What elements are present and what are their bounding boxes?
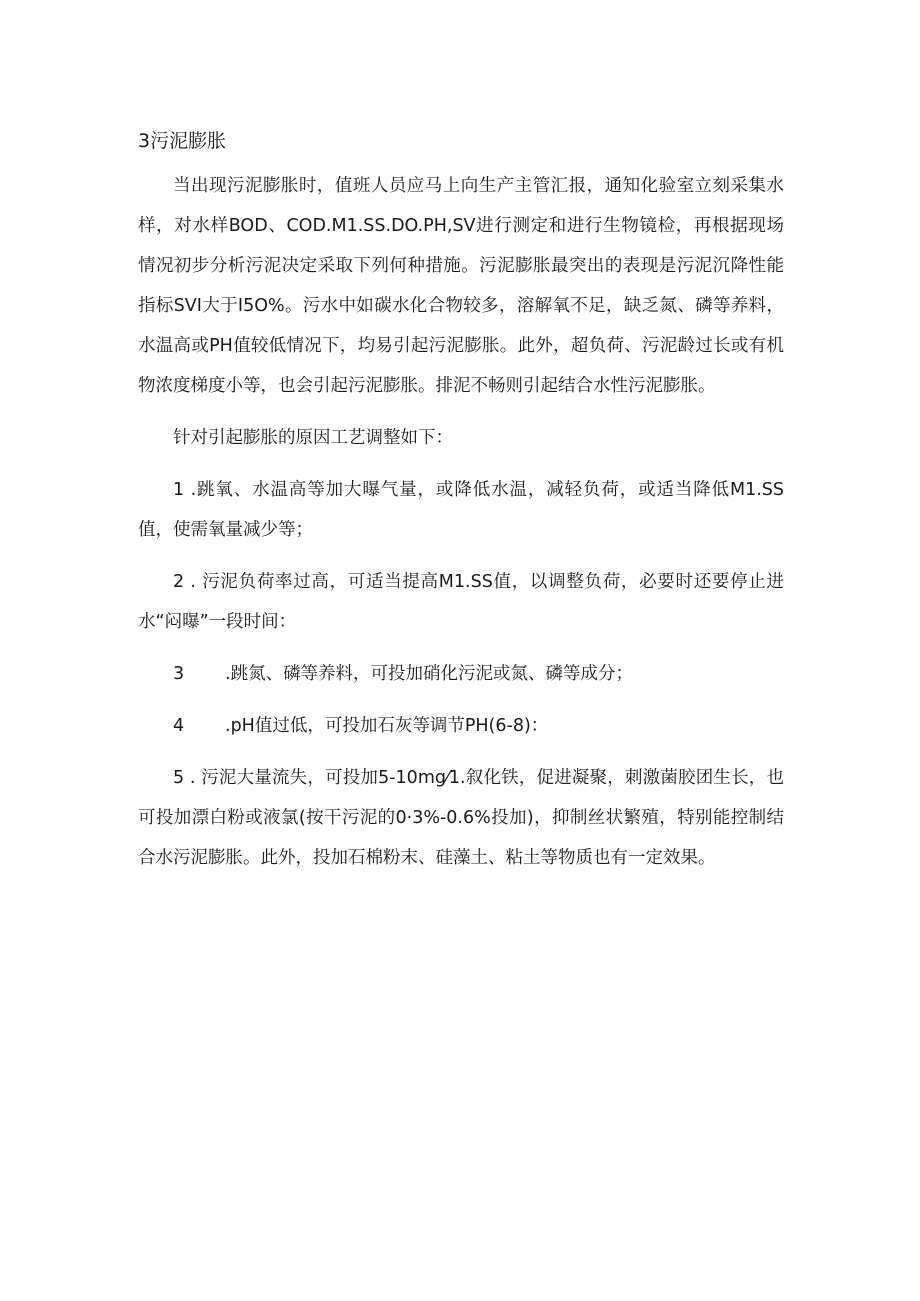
measure-number: 3 (173, 664, 185, 684)
measure-item-1 (138, 470, 784, 550)
measure-text: . 污泥大量流失，可投加5-10mg⁄1.叙化铁，促进凝聚，刺激菌胶团生长，也可投加漂白粉或液氯(按干污泥的0·3%-0.6%投加)，抑制丝状繁殖，特别能控制结合水污泥膨胀。此外，投加石棉粉末、硅藻土、粘土等物质也有一定效果。 (138, 768, 784, 868)
measure-text: .pH值过低，可投加石灰等调节PH(6-8)： (225, 716, 549, 736)
measure-text: .跳氧、水温高等加大曝气量，或降低水温，减轻负荷，或适当降低M1.SS值，使需氧量减少等； (138, 480, 784, 540)
measure-item-3 (138, 654, 784, 694)
measure-item-4 (138, 706, 784, 746)
measure-number: 1 (173, 480, 185, 500)
measure-text: . 污泥负荷率过高，可适当提高M1.SS值，以调整负荷，必要时还要停止进水“闷曝”一段时间： (138, 572, 784, 632)
section-heading: 3污泥膨胀 (138, 130, 227, 152)
measure-number: 2 (173, 572, 185, 592)
measure-number: 5 (173, 768, 185, 788)
measure-number: 4 (173, 716, 185, 736)
lead-paragraph: 针对引起膨胀的原因工艺调整如下： (173, 428, 453, 448)
intro-paragraph: 当出现污泥膨胀时，值班人员应马上向生产主管汇报，通知化验室立刻采集水样，对水样BOD、COD.M1.SS.DO.PH,SV进行测定和进行生物镜检，再根据现场情况初步分析污泥决定采取下列何种措施。污泥膨胀最突出的表现是污泥沉降性能指标SVI大于I5O%。污水中如碳水化合物较多，溶解氧不足，缺乏氮、磷等养料，水温高或PH值较低情况下，均易引起污泥膨胀。此外，超负荷、污泥龄过长或有机物浓度梯度小等，也会引起污泥膨胀。排泥不畅则引起结合水性污泥膨胀。 (138, 176, 784, 396)
document-body (138, 122, 784, 890)
measure-text: .跳氮、磷等养料，可投加硝化污泥或氮、磷等成分； (225, 664, 634, 684)
measure-item-2 (138, 562, 784, 642)
measure-item-5 (138, 758, 784, 878)
